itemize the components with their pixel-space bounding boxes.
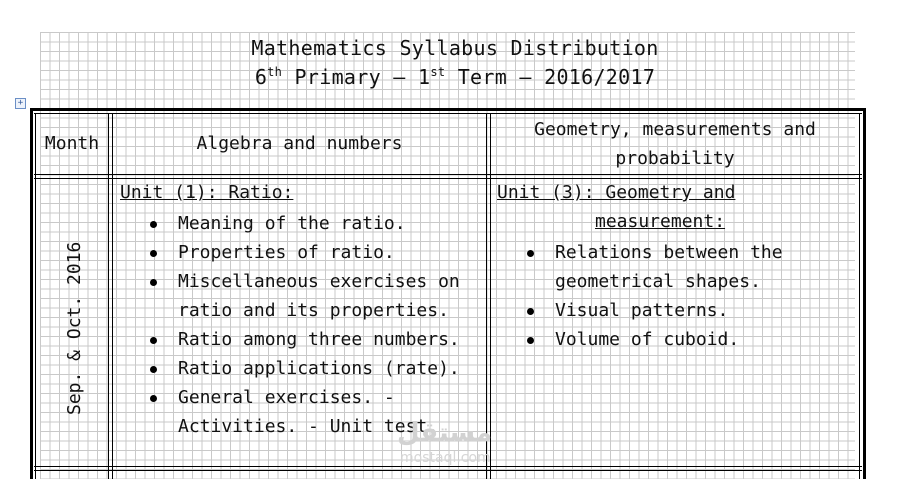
- document-title: Mathematics Syllabus Distribution: [251, 36, 659, 60]
- table-border-top: [30, 108, 866, 111]
- algebra-unit-title: Unit (1): Ratio:: [120, 182, 294, 203]
- geometry-unit-title: Unit (3): Geometry and: [497, 182, 736, 203]
- subtitle-middle: Primary – 1: [282, 65, 431, 89]
- document-subtitle: [0, 65, 910, 89]
- month-sep-oct: Sep. & Oct. 2016: [64, 241, 85, 415]
- bullet-icon: [527, 250, 534, 257]
- subtitle-sup-th: th: [267, 65, 283, 79]
- list-item: Ratio applications (rate).: [178, 354, 483, 383]
- list-item-continuation: ratio and its properties.: [178, 300, 449, 321]
- table-border-top-inner: [34, 113, 862, 114]
- bullet-icon: [150, 250, 157, 257]
- bullet-icon: [150, 366, 157, 373]
- geometry-unit-title-line2: measurement:: [595, 211, 726, 232]
- list-item: Properties of ratio.: [178, 238, 483, 267]
- list-item: Relations between the: [555, 238, 855, 267]
- bullet-icon: [150, 221, 157, 228]
- table-border-right-inner: [859, 113, 860, 479]
- list-item: Ratio among three numbers.: [178, 325, 483, 354]
- geometry-list: [555, 238, 855, 354]
- bullet-icon: [150, 279, 157, 286]
- header-border-2: [34, 178, 862, 179]
- subtitle-grade: 6: [254, 65, 268, 89]
- list-item-continuation: Activities. - Unit test.: [178, 416, 439, 437]
- list-item: Visual patterns.: [555, 296, 855, 325]
- watermark-url: mostaql.com: [400, 450, 491, 466]
- algebra-list: [178, 209, 483, 441]
- subtitle-sup-st: st: [430, 65, 446, 79]
- bullet-icon: [527, 308, 534, 315]
- header-border: [34, 174, 862, 175]
- table-border-left-inner: [35, 113, 36, 479]
- col-divider-1: [108, 113, 109, 479]
- table-border-right: [863, 108, 866, 479]
- row-border: [34, 466, 862, 467]
- subtitle-term: Term – 2016/2017: [445, 65, 656, 89]
- bullet-icon: [150, 337, 157, 344]
- header-geometry-line1: Geometry, measurements and: [534, 119, 816, 140]
- header-month: Month: [44, 133, 100, 154]
- table-border-left: [30, 108, 33, 479]
- list-item: Miscellaneous exercises on: [178, 267, 483, 296]
- bullet-icon: [527, 337, 534, 344]
- bullet-icon: [150, 395, 157, 402]
- list-item-continuation: geometrical shapes.: [555, 271, 761, 292]
- row-border-2: [34, 470, 862, 471]
- table-move-handle-icon[interactable]: +: [15, 98, 26, 109]
- header-algebra: Algebra and numbers: [196, 133, 403, 154]
- header-geometry-line2: probability: [615, 148, 735, 169]
- col-divider-1b: [112, 113, 113, 479]
- list-item: Meaning of the ratio.: [178, 209, 483, 238]
- watermark-logo: مستقل: [397, 418, 493, 448]
- list-item: General exercises. -: [178, 383, 483, 412]
- list-item: Volume of cuboid.: [555, 325, 855, 354]
